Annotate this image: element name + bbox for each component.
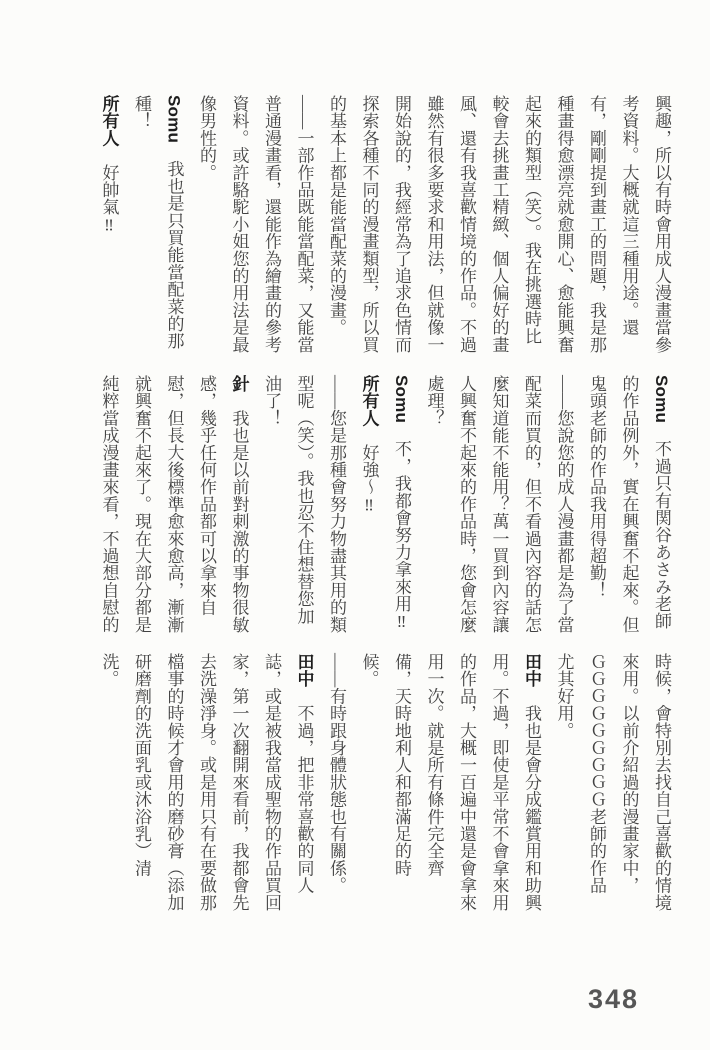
line-text: 去洗澡淨身。或是用只有在要做那 <box>197 653 216 911</box>
line-text: ——您是那種會努力物盡其用的類 <box>327 375 346 633</box>
speaker-name: Somu <box>164 95 184 144</box>
text-line <box>287 653 320 917</box>
text-line <box>450 95 483 359</box>
text-line <box>385 95 418 359</box>
speaker-name: 所有人 <box>359 375 379 427</box>
line-text: 不過只有関谷あさみ老師 <box>652 440 671 630</box>
text-section-top <box>92 95 677 359</box>
line-text: 時候，會特別去找自己喜歡的情境 <box>652 653 671 911</box>
line-text: 研磨劑的洗面乳或沐浴乳）清 <box>132 653 151 877</box>
text-line <box>645 375 678 639</box>
text-line <box>482 375 515 639</box>
text-section-bottom <box>92 653 677 917</box>
line-text: 不，我都會努力拿來用‼ <box>392 440 411 632</box>
speaker-name: 田中 <box>294 653 314 688</box>
text-line <box>190 375 223 639</box>
line-text: 誌，或是被我當成聖物的作品買回 <box>262 653 281 911</box>
text-line <box>612 95 645 359</box>
speaker-name: 所有人 <box>99 95 119 147</box>
line-text: 開始說的，我經常為了追求色情而 <box>392 95 411 353</box>
line-text: 感，幾乎任何作品都可以拿來自 <box>197 375 216 616</box>
line-text: 有，剛剛提到畫工的問題，我是那 <box>587 95 606 353</box>
line-text: 的作品例外，實在興奮不起來。但 <box>619 375 639 633</box>
line-text: 油了！ <box>262 375 281 427</box>
text-line <box>320 95 353 359</box>
text-line <box>482 95 515 359</box>
line-text: 用。不過，即使是平常不會拿來用 <box>489 653 509 911</box>
text-line <box>580 653 613 917</box>
text-line <box>352 653 385 917</box>
text-line <box>92 653 125 917</box>
text-line <box>125 653 158 917</box>
line-text: ＧＧＧＧＧＧＧＧＧ老師的作品 <box>587 653 606 894</box>
page-number: 348 <box>588 984 640 1014</box>
text-line <box>352 375 385 639</box>
text-line <box>125 375 158 639</box>
text-line <box>352 95 385 359</box>
text-line <box>547 95 580 359</box>
text-line <box>222 653 255 917</box>
line-text: 好帥氣‼ <box>99 163 119 235</box>
text-line <box>580 375 613 639</box>
line-text: 雖然有很多要求和用法，但就像一 <box>424 95 444 353</box>
text-line <box>645 95 678 359</box>
line-text: 資料。或許駱駝小姐您的用法是最 <box>229 95 249 353</box>
line-text: 普通漫畫看，還能作為繪畫的參考 <box>262 95 281 353</box>
text-line <box>320 375 353 639</box>
text-line <box>612 375 645 639</box>
speaker-name: Somu <box>392 375 411 424</box>
line-text: 備，天時地利人和都滿足的時 <box>392 653 411 877</box>
text-line <box>580 95 613 359</box>
text-line <box>92 375 125 639</box>
line-text: 就興奮不起來了。現在大部分都是 <box>132 375 151 633</box>
text-line <box>92 95 125 359</box>
text-line <box>417 653 450 917</box>
line-text: 風、還有我喜歡情境的作品。不過 <box>457 95 476 353</box>
text-line <box>222 95 255 359</box>
line-text: 來用。以前介紹過的漫畫家中， <box>619 653 639 894</box>
line-text: ——您說您的成人漫畫都是為了當 <box>554 375 574 633</box>
line-text: 興趣，所以有時會用成人漫畫當參 <box>652 95 671 353</box>
line-text: 不過，把非常喜歡的同人 <box>294 704 314 894</box>
line-text: 用一次。就是所有條件完全齊 <box>424 653 444 877</box>
line-text: 配菜而買的，但不看過內容的話怎 <box>522 375 541 633</box>
speaker-name: 針 <box>229 375 249 393</box>
line-text: ——一部作品既能當配菜，又能當 <box>294 95 314 353</box>
text-line <box>515 95 548 359</box>
line-text: 種畫得愈漂亮就愈開心、愈能興奮 <box>554 95 574 353</box>
line-text: 像男性的。 <box>197 95 216 181</box>
line-text: 種！ <box>132 95 151 130</box>
line-text: ——有時跟身體狀態也有關係。 <box>327 653 346 894</box>
text-line <box>190 653 223 917</box>
text-line <box>450 375 483 639</box>
line-text: 尤其好用。 <box>554 653 574 739</box>
text-line <box>255 653 288 917</box>
text-line <box>417 375 450 639</box>
text-line <box>157 95 190 359</box>
text-line <box>482 653 515 917</box>
line-text: 我也是會分成鑑賞用和助興 <box>522 704 541 912</box>
line-text: 人興奮不起來的作品時，您會怎麼 <box>457 375 476 633</box>
line-text: 慰，但長大後標準愈來愈高，漸漸 <box>164 375 184 633</box>
line-text: 我也是以前對刺激的事物很敏 <box>229 409 249 634</box>
line-text: 較會去挑畫工精緻、個人偏好的畫 <box>489 95 509 353</box>
line-text: 鬼頭老師的作品我用得超勤！ <box>587 375 606 599</box>
text-line <box>450 653 483 917</box>
line-text: 型呢（笑）。我也忍不住想替您加 <box>294 375 314 625</box>
line-text: 起來的類型（笑）。我在挑選時比 <box>522 95 541 345</box>
line-text: 洗。 <box>99 653 119 688</box>
text-line <box>190 95 223 359</box>
text-line <box>157 653 190 917</box>
text-line <box>645 653 678 917</box>
text-line <box>222 375 255 639</box>
text-line <box>515 653 548 917</box>
line-text: 考資料。大概就這三種用途。還 <box>619 95 639 336</box>
line-text: 探索各種不同的漫畫類型，所以買 <box>359 95 379 353</box>
line-text: 處理？ <box>424 375 444 427</box>
line-text: 檔事的時候才會用的磨砂膏（添加 <box>164 653 184 911</box>
line-text: 純粹當成漫畫來看，不過想自慰的 <box>99 375 119 633</box>
text-line <box>612 653 645 917</box>
speaker-name: 田中 <box>522 653 541 688</box>
line-text: 的作品，大概一百遍中還是會拿來 <box>457 653 476 911</box>
text-line <box>320 653 353 917</box>
text-line <box>417 95 450 359</box>
text-line <box>287 95 320 359</box>
line-text: 好強～‼ <box>359 443 379 515</box>
line-text: 的基本上都是能當配菜的漫畫。 <box>327 95 346 336</box>
line-text: 麼知道能不能用？萬一買到內容讓 <box>489 375 509 633</box>
text-line <box>385 653 418 917</box>
speaker-name: Somu <box>652 375 671 424</box>
text-section-middle <box>92 375 677 639</box>
text-line <box>255 95 288 359</box>
text-line <box>385 375 418 639</box>
text-line <box>547 375 580 639</box>
text-line <box>157 375 190 639</box>
text-line <box>547 653 580 917</box>
line-text: 我也是只買能當配菜的那 <box>164 160 184 350</box>
text-line <box>287 375 320 639</box>
line-text: 家，第一次翻開來看前，我都會先 <box>229 653 249 911</box>
line-text: 候。 <box>359 653 379 688</box>
text-line <box>255 375 288 639</box>
text-line <box>125 95 158 359</box>
text-line <box>515 375 548 639</box>
